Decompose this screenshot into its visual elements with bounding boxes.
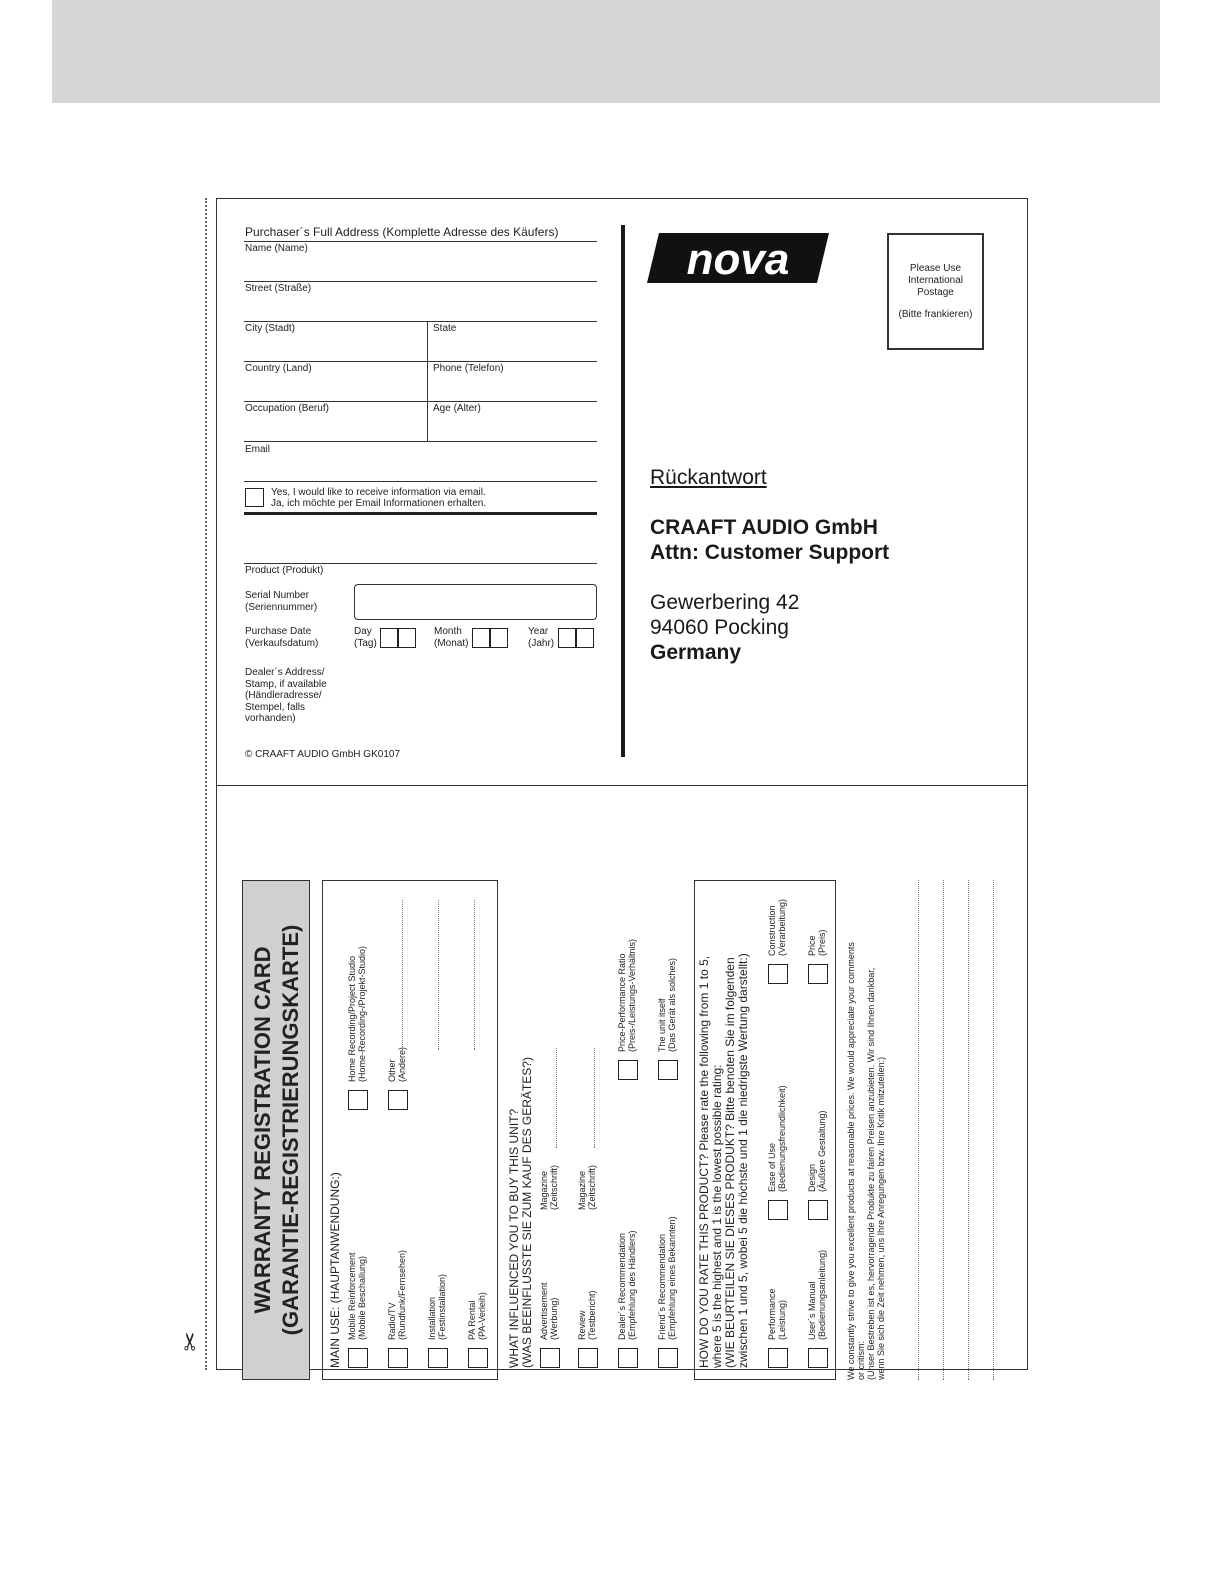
checkbox[interactable] bbox=[808, 1200, 828, 1220]
checkbox[interactable] bbox=[658, 1060, 678, 1080]
vertical-divider bbox=[621, 225, 625, 757]
stamp-line: International bbox=[907, 275, 964, 286]
option-label: Other (Andere) bbox=[387, 1046, 407, 1082]
day-digit-1[interactable] bbox=[380, 628, 398, 648]
comment-line[interactable] bbox=[943, 880, 944, 1380]
scissors-icon: ✂ bbox=[177, 1331, 205, 1352]
option-label: The unit itself (Das Gerät als solches) bbox=[657, 957, 677, 1052]
reply-label: Rückantwort bbox=[650, 466, 767, 489]
comment-line[interactable] bbox=[993, 880, 994, 1380]
product-field[interactable] bbox=[244, 563, 597, 564]
other-field[interactable] bbox=[402, 900, 403, 1050]
postage-stamp-box bbox=[887, 233, 984, 350]
option-label: Construction (Verarbeitung) bbox=[767, 898, 787, 956]
age-label: Age (Alter) bbox=[433, 403, 481, 414]
email-optin-en: Yes, I would like to receive information via email. bbox=[271, 487, 486, 498]
option-label: Review (Testbericht) bbox=[577, 1290, 597, 1340]
influence-heading: WHAT INFLUENCED YOU TO BUY THIS UNIT? (WAS BEEINFLUSSTE SIE ZUM KAUF DES GERÄTES?) bbox=[507, 1057, 534, 1368]
option-label: Magazine (Zeitschrift) bbox=[539, 1165, 559, 1210]
option-label: Home Recording/Project Studio (Home-Recording-/Projekt-Studio) bbox=[347, 945, 367, 1082]
other-field[interactable] bbox=[438, 900, 439, 1050]
option-label: Mobile Reinforcement (Mobile Beschallung) bbox=[347, 1252, 367, 1340]
occupation-label: Occupation (Beruf) bbox=[245, 403, 329, 414]
checkbox[interactable] bbox=[618, 1348, 638, 1368]
email-field[interactable] bbox=[244, 481, 597, 482]
checkbox[interactable] bbox=[388, 1090, 408, 1110]
option-label: Design (Äußere Gestaltung) bbox=[807, 1110, 827, 1192]
cut-line bbox=[205, 198, 207, 1370]
stamp-note: (Bitte frankieren) bbox=[898, 309, 973, 320]
purchaser-heading: Purchaser´s Full Address (Komplette Adresse des Käufers) bbox=[245, 225, 559, 239]
city-label: City (Stadt) bbox=[245, 323, 296, 334]
serial-label: Serial Number (Seriennummer) bbox=[245, 590, 318, 613]
checkbox[interactable] bbox=[658, 1348, 678, 1368]
checkbox[interactable] bbox=[540, 1348, 560, 1368]
occupation-field[interactable] bbox=[244, 441, 597, 442]
checkbox[interactable] bbox=[578, 1348, 598, 1368]
main-use-heading: MAIN USE: (HAUPTANWENDUNG:) bbox=[328, 1172, 342, 1368]
product-label: Product (Produkt) bbox=[245, 565, 324, 576]
month-digit-2[interactable] bbox=[490, 628, 508, 648]
option-label: Dealer´s Recommendation (Empfehlung des Händlers) bbox=[617, 1230, 637, 1340]
option-label: Magazine (Zeitschrift) bbox=[577, 1165, 597, 1210]
column-divider bbox=[427, 321, 428, 442]
checkbox[interactable] bbox=[348, 1090, 368, 1110]
serial-input[interactable] bbox=[354, 584, 597, 620]
other-field[interactable] bbox=[474, 900, 475, 1050]
phone-label: Phone (Telefon) bbox=[433, 363, 504, 374]
email-label: Email bbox=[245, 444, 271, 455]
option-label: Price (Preis) bbox=[807, 929, 827, 956]
year-digit-1[interactable] bbox=[558, 628, 576, 648]
country-field[interactable] bbox=[244, 401, 597, 402]
checkbox[interactable] bbox=[348, 1348, 368, 1368]
header-band bbox=[52, 0, 1160, 103]
month-label: Month (Monat) bbox=[434, 626, 469, 649]
checkbox[interactable] bbox=[808, 964, 828, 984]
svg-text:nova: nova bbox=[686, 235, 790, 283]
title-en: WARRANTY REGISTRATION CARD bbox=[250, 946, 275, 1314]
city-field[interactable] bbox=[244, 361, 597, 362]
year-digit-2[interactable] bbox=[576, 628, 594, 648]
dealer-label: Dealer´s Address/ Stamp, if available (Händleradresse/ Stempel, falls vorhanden) bbox=[245, 667, 327, 724]
card-title bbox=[242, 880, 310, 1380]
month-digit-1[interactable] bbox=[472, 628, 490, 648]
day-label: Day (Tag) bbox=[354, 626, 377, 649]
checkbox[interactable] bbox=[768, 1200, 788, 1220]
checkbox[interactable] bbox=[768, 964, 788, 984]
title-de: (GARANTIE-REGISTRIERUNGSKARTE) bbox=[278, 924, 303, 1336]
nova-logo bbox=[647, 233, 829, 283]
stamp-line: Postage bbox=[917, 287, 954, 298]
stamp-line: Please Use bbox=[909, 263, 962, 274]
checkbox[interactable] bbox=[388, 1348, 408, 1368]
street-field[interactable] bbox=[244, 321, 597, 322]
fold-line bbox=[216, 785, 1028, 786]
option-label: Advertisement (Werbung) bbox=[539, 1282, 559, 1340]
thick-rule bbox=[244, 512, 597, 515]
country-label: Country (Land) bbox=[245, 363, 312, 374]
email-optin-de: Ja, ich möchte per Email Informationen erhalten. bbox=[271, 498, 487, 509]
street-label: Street (Straße) bbox=[245, 283, 312, 294]
country-address: Germany bbox=[650, 641, 742, 664]
option-label: User´s Manual (Bedienungsanleitung) bbox=[807, 1249, 827, 1340]
email-optin-checkbox[interactable] bbox=[245, 488, 264, 507]
checkbox[interactable] bbox=[468, 1348, 488, 1368]
comment-line[interactable] bbox=[918, 880, 919, 1380]
option-label: Ease of Use (Bedienungsfreundlichkeit) bbox=[767, 1085, 787, 1192]
city-address: 94060 Pocking bbox=[650, 616, 789, 639]
option-label: Installation (Festinstallation) bbox=[427, 1273, 447, 1340]
rating-heading: HOW DO YOU RATE THIS PRODUCT? Please rate the following from 1 to 5, where 5 is the highest and 1 is the lowest possible rating: (WIE BEURTEILEN SIE DIESES PRODUKT? Bitte benoten Sie im folgenden zwischen 1 und 5, wobei 5 die höchste und 1 die niedrigste Wertung darstellt:) bbox=[697, 953, 750, 1368]
company-name: CRAAFT AUDIO GmbH bbox=[650, 516, 878, 539]
rule bbox=[244, 241, 597, 242]
attention-line: Attn: Customer Support bbox=[650, 541, 890, 564]
checkbox[interactable] bbox=[618, 1060, 638, 1080]
checkbox[interactable] bbox=[428, 1348, 448, 1368]
option-label: Performance (Leistung) bbox=[767, 1288, 787, 1340]
option-label: Friend´s Recommendation (Empfehlung eines Bekannten) bbox=[657, 1216, 677, 1340]
name-field[interactable] bbox=[244, 281, 597, 282]
checkbox[interactable] bbox=[768, 1348, 788, 1368]
state-label: State bbox=[433, 323, 457, 334]
purchase-date-label: Purchase Date (Verkaufsdatum) bbox=[245, 626, 319, 649]
option-label: PA Rental (PA-Verleih) bbox=[467, 1292, 487, 1340]
checkbox[interactable] bbox=[808, 1348, 828, 1368]
comments-text: We constantly strive to give you excellent products at reasonable prices. We would appreciate your comments or critism: (Unser Bestreben ist es, hervorragende Produkte zu fairen Preisen anzubieten. Wir sind Ihnen dankbar, wenn Sie sich die Zeit nehmen, uns Ihre Anregungen bzw. Ihre Kritik mitzuteilen:) bbox=[846, 942, 886, 1380]
comment-line[interactable] bbox=[968, 880, 969, 1380]
copyright: © CRAAFT AUDIO GmbH GK0107 bbox=[245, 749, 401, 760]
warranty-card-rotated bbox=[242, 790, 1028, 1380]
option-label: Price-Performance Ratio (Preis-/Leistungs-Verhältnis) bbox=[617, 938, 637, 1052]
magazine-field[interactable] bbox=[594, 1048, 595, 1148]
day-digit-2[interactable] bbox=[398, 628, 416, 648]
option-label: Radio/TV (Rundfunk/Fernsehen) bbox=[387, 1249, 407, 1340]
name-label: Name (Name) bbox=[245, 243, 308, 254]
year-label: Year (Jahr) bbox=[528, 626, 555, 649]
magazine-field[interactable] bbox=[556, 1048, 557, 1148]
street-address: Gewerbering 42 bbox=[650, 591, 800, 614]
